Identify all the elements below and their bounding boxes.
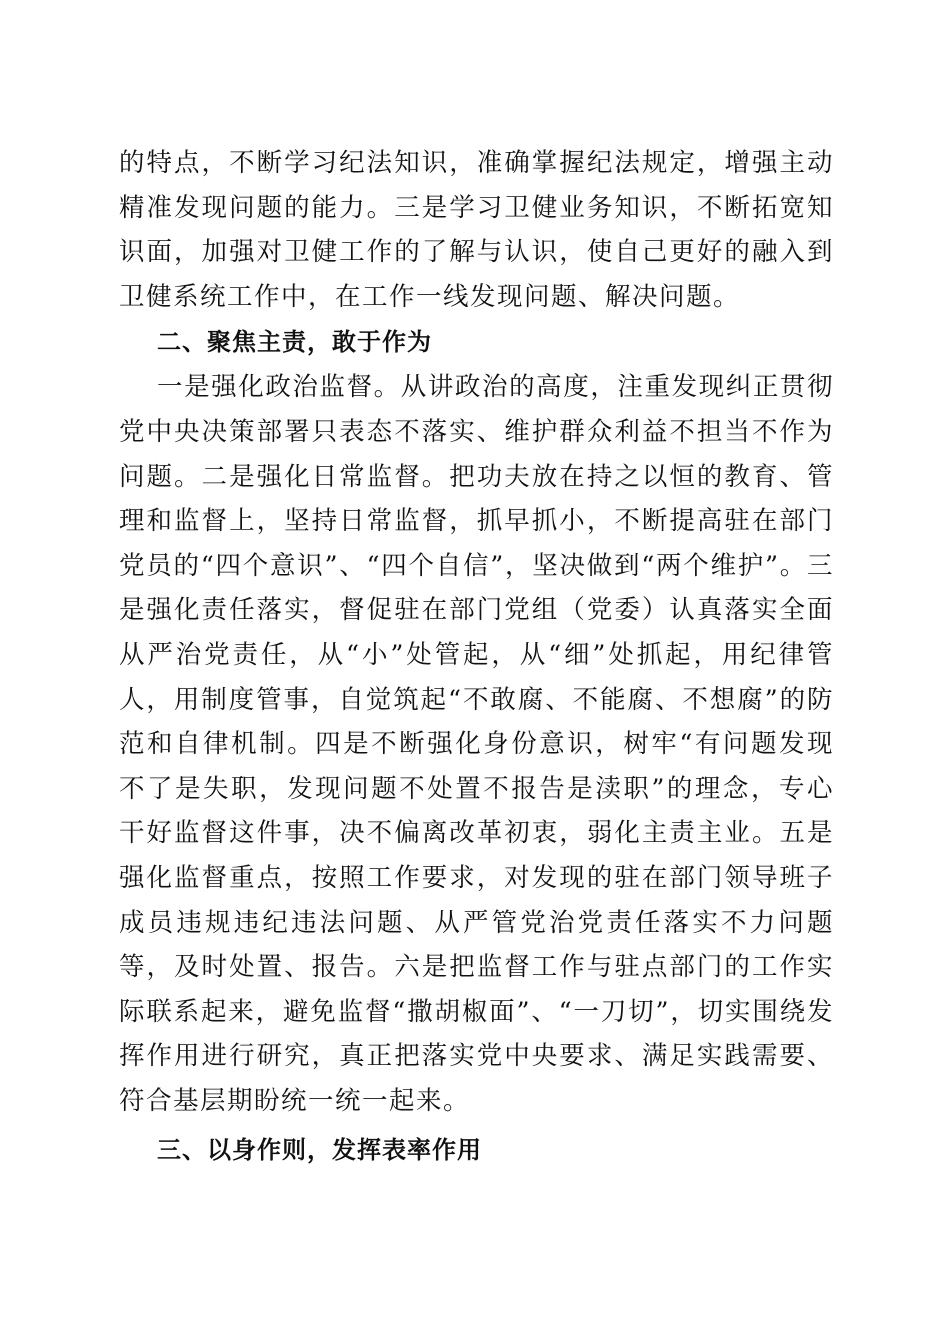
section-heading-2: 二、聚焦主责，敢于作为: [157, 328, 432, 357]
section-heading-3: 三、以身作则，发挥表率作用: [157, 1136, 482, 1165]
paragraph-section-2: 一是强化政治监督。从讲政治的高度，注重发现纠正贯彻党中央决策部署只表态不落实、维护群众利益不担当不作为问题。二是强化日常监督。把功夫放在持之以恒的教育、管理和监督上，坚持日常监督，抓早抓小，不断提高驻在部门党员的“四个意识”、“四个自信”，坚决做到“两个维护”。三是强化责任落实，督促驻在部门党组（党委）认真落实全面从严治党责任，从“小”处管起，从“细”处抓起，用纪律管人，用制度管事，自觉筑起“不敢腐、不能腐、不想腐”的防范和自律机制。四是不断强化身份意识，树牢“有问题发现不了是失职，发现问题不处置不报告是渎职”的理念，专心干好监督这件事，决不偏离改革初衷，弱化主责主业。五是强化监督重点，按照工作要求，对发现的驻在部门领导班子成员违规违纪违法问题、从严管党治党责任落实不力问题等，及时处置、报告。六是把监督工作与驻点部门的工作实际联系起来，避免监督“撒胡椒面”、“一刀切”，切实围绕发挥作用进行研究，真正把落实党中央要求、满足实践需要、符合基层期盼统一统一起来。: [119, 372, 834, 1116]
paragraph-continued: 的特点，不断学习纪法知识，准确掌握纪法规定，增强主动精准发现问题的能力。三是学习卫健业务知识，不断拓宽知识面，加强对卫健工作的了解与认识，使自己更好的融入到卫健系统工作中，在工作一线发现问题、解决问题。: [119, 148, 834, 312]
document-body: [119, 141, 834, 1173]
